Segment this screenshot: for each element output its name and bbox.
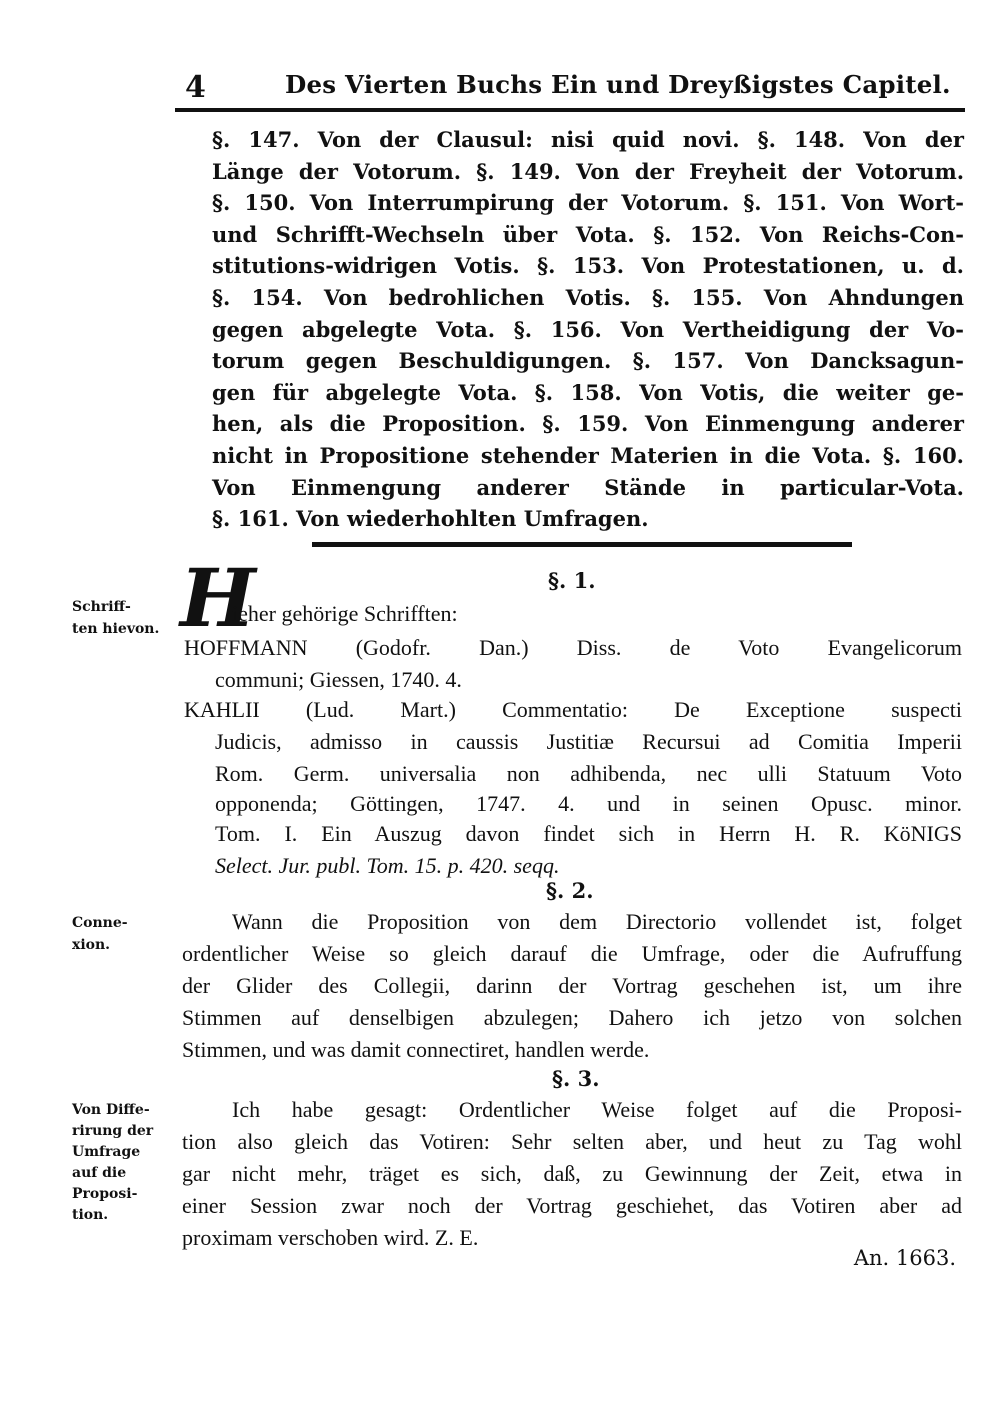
running-head: Des Vierten Buchs Ein und Dreyßigstes Capitel. <box>285 70 951 99</box>
section-1-line: Tom. I. Ein Auszug davon findet sich in Herrn H. R. KöNIGS <box>215 821 962 846</box>
summary-line: hen, als die Proposition. §. 159. Von Einmengung anderer <box>212 411 964 437</box>
section-1-line: ieher gehörige Schrifften: <box>232 601 458 626</box>
summary-line: nicht in Propositione stehender Materien in die Vota. §. 160. <box>212 442 964 468</box>
section-2-line: der Glider des Collegii, darinn der Vortrag geschehen ist, um ihre <box>182 973 962 998</box>
summary-line: §. 161. Von wiederhohlten Umfragen. <box>212 506 649 532</box>
margin-note-line: Conne- <box>72 915 128 931</box>
section-3-line: gar nicht mehr, träget es sich, daß, zu Gewinnung der Zeit, etwa in <box>182 1161 962 1186</box>
section-3-line: einer Session zwar noch der Vortrag geschiehet, das Votiren aber ad <box>182 1193 962 1218</box>
summary-line: §. 147. Von der Clausul: nisi quid novi. §. 148. Von der <box>212 127 964 152</box>
section-1-margin-note <box>72 596 159 640</box>
summary-line: stitutions-widrigen Votis. §. 153. Von Protestationen, u. d. <box>212 253 964 279</box>
page-header <box>175 62 965 108</box>
section-1-line: communi; Giessen, 1740. 4. <box>215 667 462 692</box>
section-3-line: tion also gleich das Votiren: Sehr selten aber, und heut zu Tag wohl <box>182 1129 962 1154</box>
section-3-line: Ich habe gesagt: Ordentlicher Weise folget auf die Proposi- <box>232 1097 962 1122</box>
section-1-line: HOFFMANN (Godofr. Dan.) Diss. de Voto Evangelicorum <box>184 635 962 660</box>
summary-line: gegen abgelegte Vota. §. 156. Von Vertheidigung der Vo- <box>212 316 964 342</box>
drop-capital: H <box>180 551 256 645</box>
section-2-margin-note <box>72 912 128 956</box>
summary-line: und Schrifft-Wechseln über Vota. §. 152. Von Reichs-Con- <box>212 221 964 247</box>
header-rule <box>175 108 965 112</box>
summary-line: gen für abgelegte Vota. §. 158. Von Votis, die weiter ge- <box>212 379 964 405</box>
summary-line: §. 154. Von bedrohlichen Votis. §. 155. Von Ahndungen <box>212 284 964 310</box>
section-1-line: KAHLII (Lud. Mart.) Commentatio: De Exceptione suspecti <box>184 697 962 722</box>
margin-note-line: Von Diffe- <box>72 1102 150 1118</box>
section-1-line: Judicis, admisso in caussis Justitiæ Recursui ad Comitia Imperii <box>215 729 962 754</box>
section-2-line: Stimmen auf denselbigen abzulegen; Dahero ich jetzo von solchen <box>182 1005 962 1030</box>
section-1-mark: §. 1. <box>548 568 596 593</box>
summary-line: Von Einmengung anderer Stände in particular-Vota. <box>212 474 964 500</box>
section-3-mark: §. 3. <box>552 1066 600 1091</box>
margin-note-line: Umfrage <box>72 1144 141 1160</box>
section-2-line: Wann die Proposition von dem Directorio vollendet ist, folget <box>232 909 962 934</box>
section-2-mark: §. 2. <box>546 878 594 903</box>
margin-note-line: xion. <box>72 937 111 953</box>
margin-note-line: Proposi- <box>72 1186 138 1202</box>
section-2-line: ordentlicher Weise so gleich darauf die Umfrage, oder die Aufruffung <box>182 941 962 966</box>
summary-line: §. 150. Von Interrumpirung der Votorum. §. 151. Von Wort- <box>212 190 964 216</box>
page-number: 4 <box>185 70 206 105</box>
margin-note-line: ten hievon. <box>72 621 160 637</box>
summary-divider-rule <box>312 542 852 547</box>
margin-note-line: auf die <box>72 1165 127 1181</box>
section-3-margin-note <box>72 1100 153 1226</box>
section-1-line: opponenda; Göttingen, 1747. 4. und in seinen Opusc. minor. <box>215 791 962 816</box>
margin-note-line: rirung der <box>72 1123 154 1139</box>
section-2-line: Stimmen, und was damit connectiret, handlen werde. <box>182 1037 650 1062</box>
margin-note-line: tion. <box>72 1207 109 1223</box>
summary-line: Länge der Votorum. §. 149. Von der Freyheit der Votorum. <box>212 158 964 184</box>
summary-line: torum gegen Beschuldigungen. §. 157. Von Dancksagun- <box>212 348 964 374</box>
catchword: An. 1663. <box>853 1246 956 1270</box>
margin-note-line: Schriff- <box>72 599 131 615</box>
section-1-line: Rom. Germ. universalia non adhibenda, nec ulli Statuum Voto <box>215 761 962 786</box>
chapter-summary <box>212 124 964 535</box>
section-3-line: proximam verschoben wird. Z. E. <box>182 1225 479 1250</box>
section-1-line: Select. Jur. publ. Tom. 15. p. 420. seqq. <box>215 853 560 878</box>
